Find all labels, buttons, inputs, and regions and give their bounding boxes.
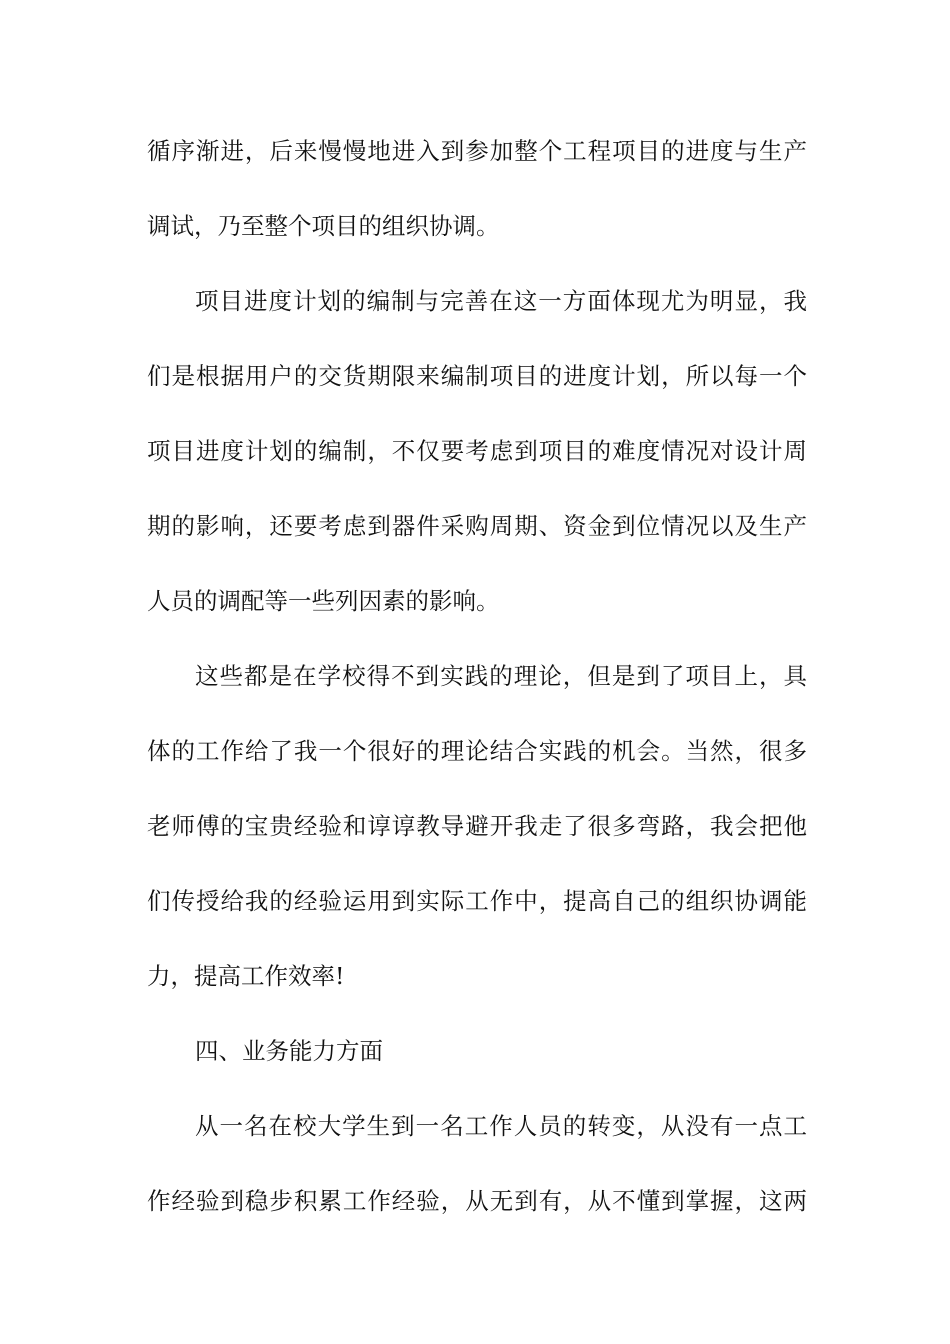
text-line: 项目进度计划的编制，不仅要考虑到项目的难度情况对设计周 (147, 437, 807, 465)
text-line: 从一名在校大学生到一名工作人员的转变，从没有一点工 (195, 1112, 807, 1140)
text-line: 们是根据用户的交货期限来编制项目的进度计划，所以每一个 (147, 362, 807, 390)
text-line: 老师傅的宝贵经验和谆谆教导避开我走了很多弯路，我会把他 (147, 812, 807, 840)
text-line: 项目进度计划的编制与完善在这一方面体现尤为明显，我 (195, 287, 807, 315)
text-line: 期的影响，还要考虑到器件采购周期、资金到位情况以及生产 (147, 512, 807, 540)
text-line: 调试，乃至整个项目的组织协调。 (147, 212, 500, 240)
text-line: 作经验到稳步积累工作经验，从无到有，从不懂到掌握，这两 (147, 1187, 807, 1215)
text-line: 们传授给我的经验运用到实际工作中，提高自己的组织协调能 (147, 887, 807, 915)
section-heading: 四、业务能力方面 (195, 1037, 383, 1065)
text-line: 力，提高工作效率! (147, 962, 345, 990)
text-line: 体的工作给了我一个很好的理论结合实践的机会。当然，很多 (147, 737, 807, 765)
text-line: 这些都是在学校得不到实践的理论，但是到了项目上，具 (195, 662, 807, 690)
text-line: 循序渐进，后来慢慢地进入到参加整个工程项目的进度与生产 (147, 137, 807, 165)
text-line: 人员的调配等一些列因素的影响。 (147, 587, 500, 615)
